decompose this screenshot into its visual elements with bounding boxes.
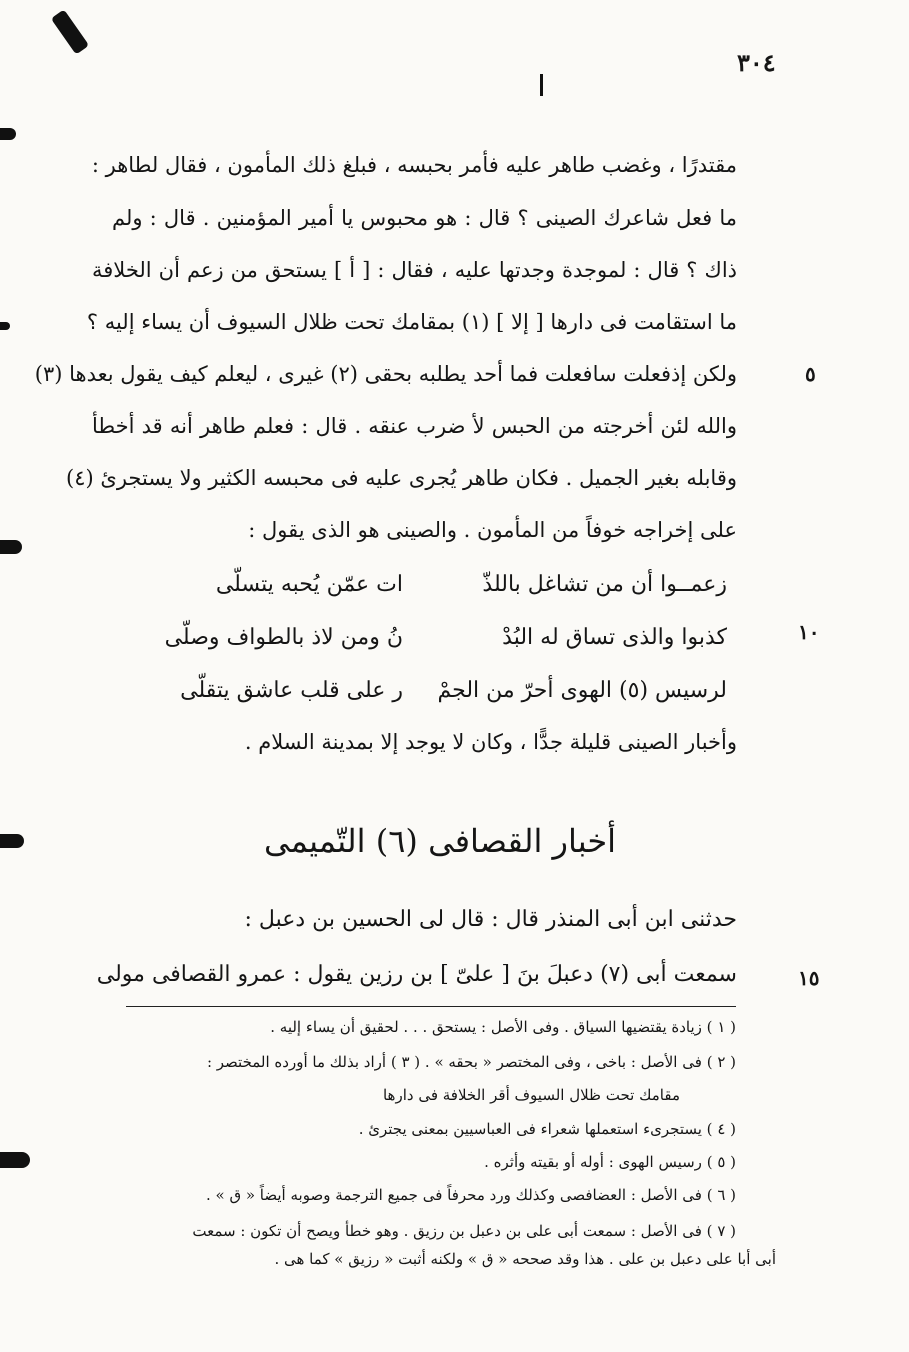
line-number: ٥ xyxy=(805,362,816,386)
body-line: مقتدرًا ، وغضب طاهر عليه فأمر بحبسه ، فبلغ ذلك المأمون ، فقال لطاهر : xyxy=(91,153,737,177)
scan-mark xyxy=(0,128,16,140)
scan-mark xyxy=(0,540,22,554)
footnote-rule xyxy=(126,1006,736,1007)
footnote: ( ٤ ) يستجرىء استعملها شعراء فى العباسيين بمعنى يجترئ . xyxy=(358,1120,736,1138)
line-number: ١٥ xyxy=(798,966,820,990)
body-line: وقابله بغير الجميل . فكان طاهر يُجرى عليه فى محبسه الكثير ولا يستجرئ (٤) xyxy=(66,466,737,490)
scan-mark xyxy=(51,9,89,54)
verse-hemistich-second: ر على قلب عاشق يتقلّى xyxy=(180,678,403,703)
section-line: حدثنى ابن أبى المنذر قال : قال لى الحسين بن دعبل : xyxy=(244,907,737,932)
body-line: والله لئن أخرجته من الحبس لأ ضرب عنقه . قال : فعلم طاهر أنه قد أخطأ xyxy=(92,414,737,438)
section-line: سمعت أبى (٧) دعبلَ بنَ [ علىّ ] بن رزين يقول : عمرو القصافى مولى xyxy=(96,962,737,987)
verse-hemistich-first: لرسيس (٥) الهوى أحرّ من الجمْ xyxy=(437,678,727,703)
footnote: ( ٧ ) فى الأصل : سمعت أبى على بن دعبل بن رزيق . وهو خطأ ويصح أن تكون : سمعت xyxy=(192,1222,736,1240)
line-number: ١٠ xyxy=(798,620,820,644)
body-line: ولكن إذفعلت سافعلت فما أحد يطلبه بحقى (٢) غيرى ، ليعلم كيف يقول بعدها (٣) xyxy=(34,362,737,386)
footnote: أبى أبا على دعبل بن على . هذا وقد صححه « ق » ولكنه أثبت « رزيق » كما هى . xyxy=(274,1250,776,1268)
footnote: ( ٦ ) فى الأصل : العضافصى وكذلك ورد محرفاً فى جميع الترجمة وصوبه أيضاً « ق » . xyxy=(205,1186,736,1204)
verse-hemistich-first: زعمــوا أن من تشاغل باللذّ xyxy=(482,572,727,597)
section-heading: أخبار القصافى (٦) التّميمى xyxy=(263,822,617,860)
footnote: مقامك تحت ظلال السيوف أقر الخلافة فى دارها xyxy=(382,1086,680,1104)
verse-hemistich-second: ات عمّن يُحبه يتسلّى xyxy=(215,572,403,597)
footnote: ( ٢ ) فى الأصل : باخى ، وفى المختصر « بحقه » . ( ٣ ) أراد بذلك ما أورده المختصر : xyxy=(206,1053,736,1071)
body-line: ما استقامت فى دارها [ إلا ] (١) بمقامك تحت ظلال السيوف أن يساء إليه ؟ xyxy=(86,310,737,334)
footnote: ( ١ ) زيادة يقتضيها السياق . وفى الأصل : يستحق . . . لحقيق أن يساء إليه . xyxy=(270,1018,736,1036)
scan-mark xyxy=(540,74,543,96)
page-number: ٣٠٤ xyxy=(737,48,776,77)
scan-mark xyxy=(0,1152,30,1168)
scan-mark xyxy=(0,834,24,848)
body-line: على إخراجه خوفاً من المأمون . والصينى هو الذى يقول : xyxy=(248,518,737,542)
body-line: ما فعل شاعرك الصينى ؟ قال : هو محبوس يا أمير المؤمنين . قال : ولم xyxy=(112,206,737,230)
footnote: ( ٥ ) رسيس الهوى : أوله أو بقيته وأثره . xyxy=(484,1153,736,1171)
verse-hemistich-second: نُ ومن لاذ بالطواف وصلّى xyxy=(164,625,403,650)
closing-line: وأخبار الصينى قليلة جدًّا ، وكان لا يوجد إلا بمدينة السلام . xyxy=(244,730,737,754)
scan-mark xyxy=(0,322,10,330)
verse-hemistich-first: كذبوا والذى تساق له البُدْ xyxy=(502,625,727,650)
body-line: ذاك ؟ قال : لموجدة وجدتها عليه ، فقال : [ أ ] يستحق من زعم أن الخلافة xyxy=(92,258,737,282)
